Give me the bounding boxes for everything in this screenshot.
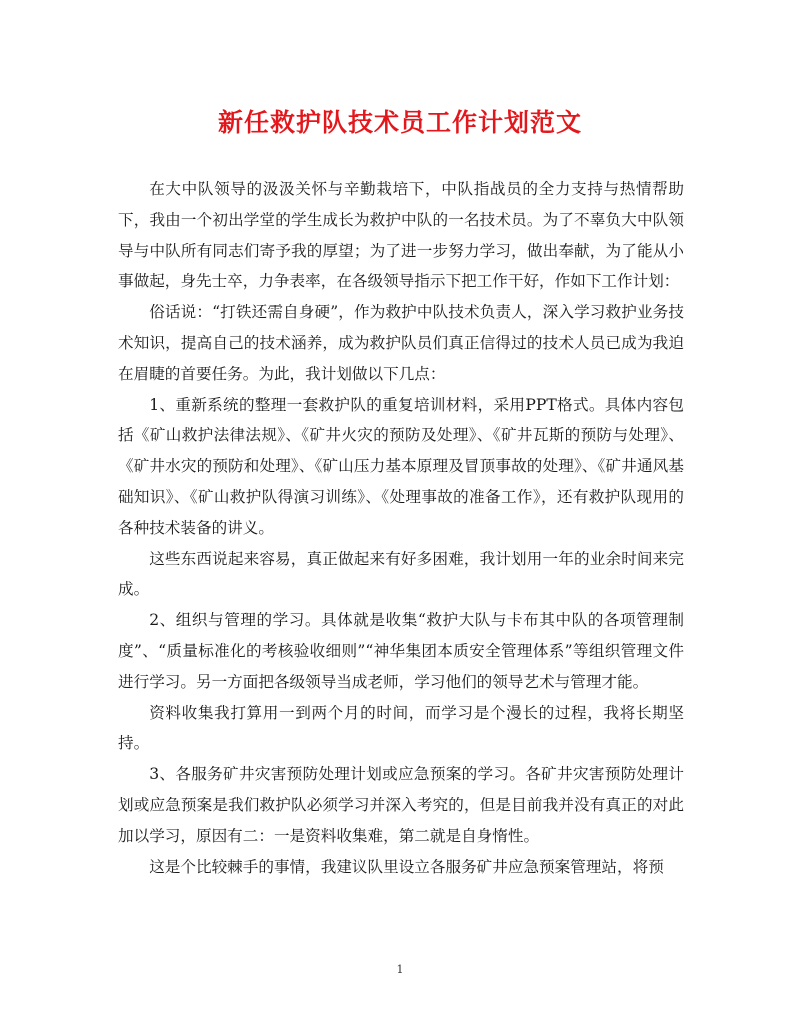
page-number: 1 <box>396 963 404 976</box>
paragraph-item-3-note: 这是个比较棘手的事情，我建议队里设立各服务矿井应急预案管理站，将预 <box>149 857 664 876</box>
paragraph-intro: 在大中队领导的汲汲关怀与辛勤栽培下，中队指战员的全力支持与热情帮助下，我由一个初出学堂的学生成长为救护中队的一名技术员。为了不辜负大中队领导与中队所有同志们寄予我的厚望；为了进一步努力学习，做出奉献，为了能从小事做起，身先士卒，力争表率，在各级领导指示下把工作干好，作如下工作计划： <box>118 180 684 291</box>
paragraph-item-2: 2、组织与管理的学习。具体就是收集“救护大队与卡布其中队的各项管理制度”、“质量标准化的考核验收细则”“神华集团本质安全管理体系”等组织管理文件进行学习。另一方面把各级领导当成老师，学习他们的领导艺术与管理才能。 <box>118 611 684 691</box>
paragraph-saying: 俗话说：“打铁还需自身硬”，作为救护中队技术负责人，深入学习救护业务技术知识，提高自己的技术涵养，成为救护队员们真正信得过的技术人员已成为我迫在眉睫的首要任务。为此，我计划做以下几点： <box>118 303 684 383</box>
paragraph-item-1: 1、重新系统的整理一套救护队的重复培训材料，采用PPT格式。具体内容包括《矿山救护法律法规》、《矿井火灾的预防及处理》、《矿井瓦斯的预防与处理》、《矿井水灾的预防和处理》、《矿山压力基本原理及冒顶事故的处理》、《矿井通风基础知识》、《矿山救护队得演习训练》、《处理事故的准备工作》，还有救护队现用的各种技术装备的讲义。 <box>118 395 684 537</box>
document-body <box>118 174 684 882</box>
paragraph-item-1-note: 这些东西说起来容易，真正做起来有好多困难，我计划用一年的业余时间来完成。 <box>118 549 684 599</box>
document-title: 新任救护队技术员工作计划范文 <box>217 108 582 137</box>
paragraph-item-2-note: 资料收集我打算用一到两个月的时间，而学习是个漫长的过程，我将长期坚持。 <box>118 703 684 753</box>
paragraph-item-3: 3、各服务矿井灾害预防处理计划或应急预案的学习。各矿井灾害预防处理计划或应急预案是我们救护队必须学习并深入考究的，但是目前我并没有真正的对此加以学习，原因有二：一是资料收集难，第二就是自身惰性。 <box>118 765 684 845</box>
